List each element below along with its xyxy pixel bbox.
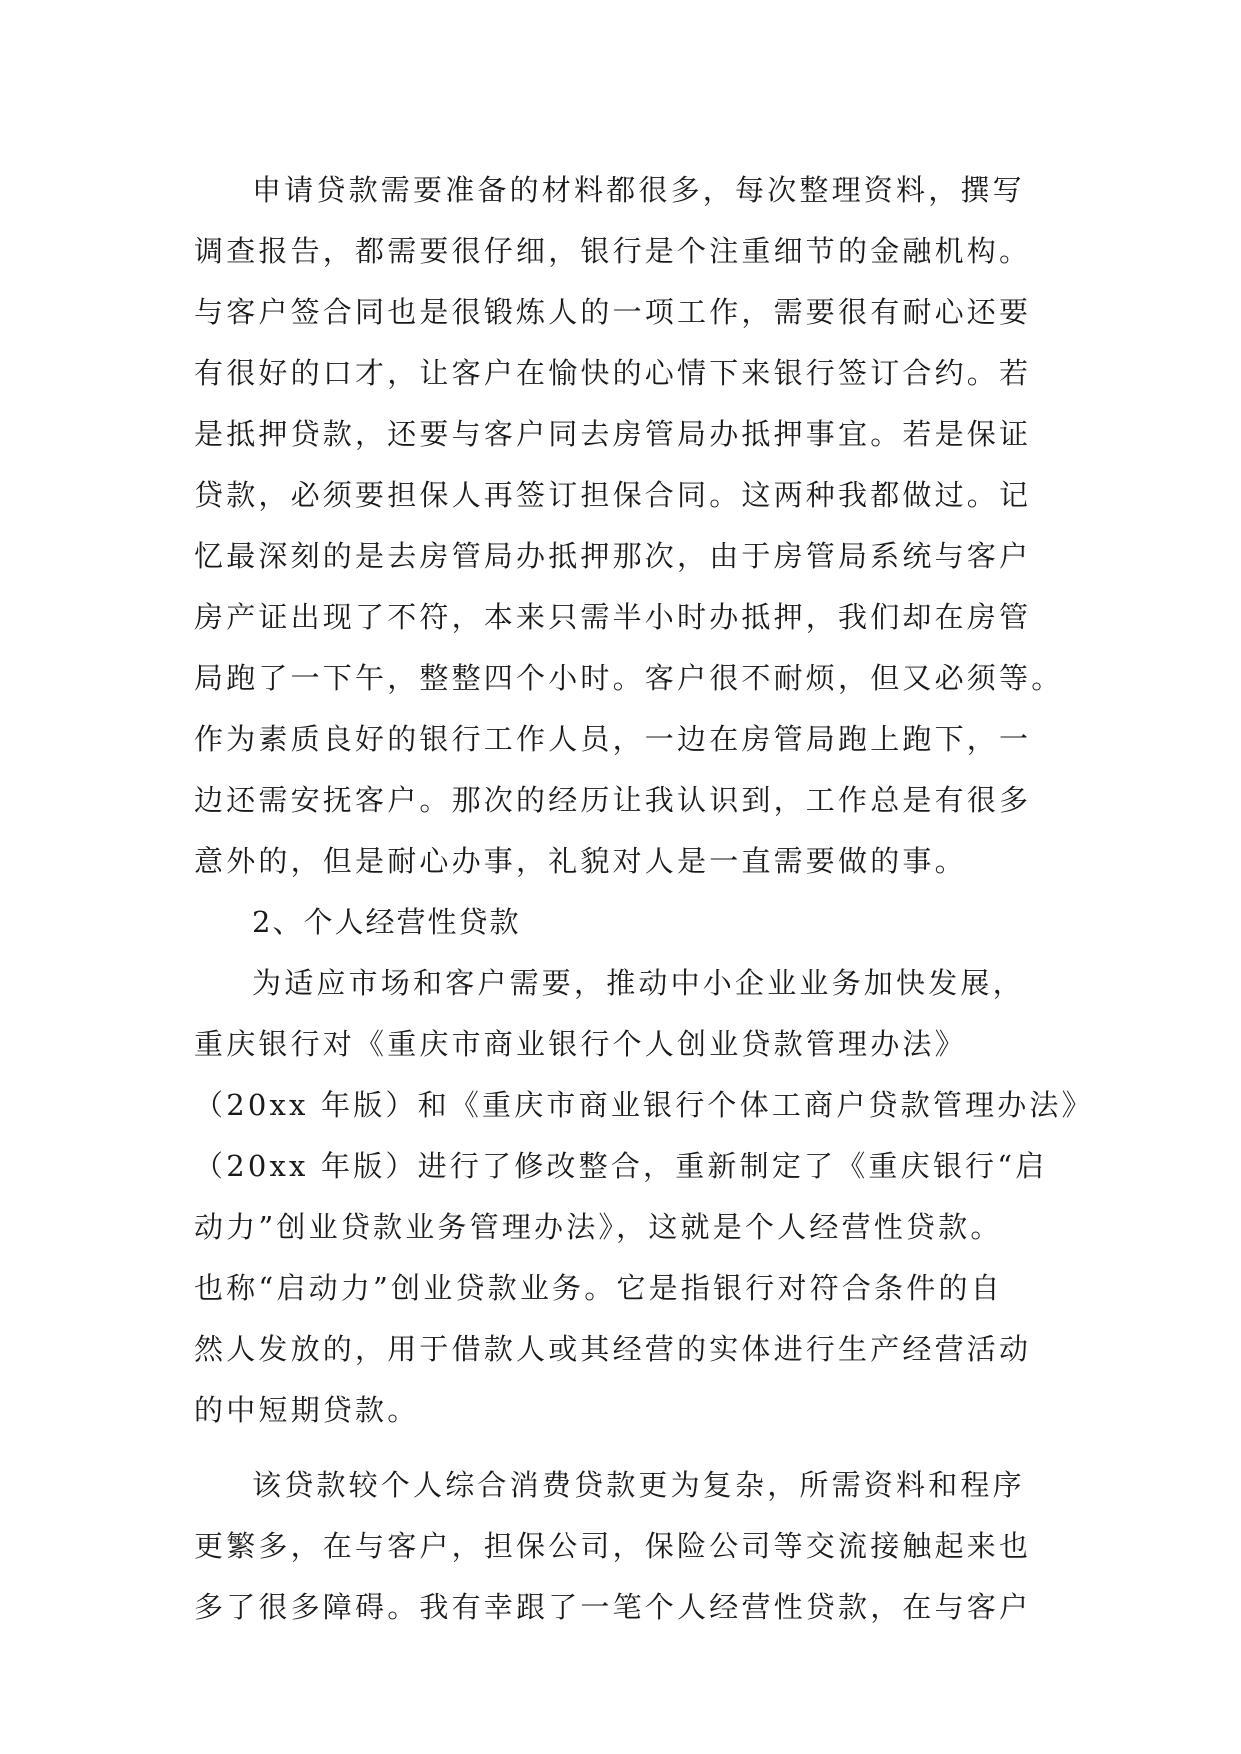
text-line: 重庆银行对《重庆市商业银行个人创业贷款管理办法》	[194, 1027, 967, 1061]
document-body	[194, 160, 1094, 1638]
text-line: 然人发放的，用于借款人或其经营的实体进行生产经营活动	[194, 1332, 1032, 1366]
text-line: 调查报告，都需要很仔细，银行是个注重细节的金融机构。	[194, 234, 1032, 268]
section-heading: 2、个人经营性贷款	[252, 905, 521, 939]
text-line: 多了很多障碍。我有幸跟了一笔个人经营性贷款，在与客户	[194, 1590, 1032, 1624]
text-line: 是抵押贷款，还要与客户同去房管局办抵押事宜。若是保证	[194, 417, 1032, 451]
text-line: 为适应市场和客户需要，推动中小企业业务加快发展，	[252, 966, 1025, 1000]
paragraph-loan-materials	[194, 160, 1074, 892]
text-line: 更繁多，在与客户，担保公司，保险公司等交流接触起来也	[194, 1529, 1032, 1563]
text-line: 贷款，必须要担保人再签订担保合同。这两种我都做过。记	[194, 478, 1032, 512]
text-line: 边还需安抚客户。那次的经历让我认识到，工作总是有很多	[194, 783, 1032, 817]
text-line: 有很好的口才，让客户在愉快的心情下来银行签订合约。若	[194, 356, 1032, 390]
paragraph-spacer	[194, 1441, 1074, 1455]
text-line: 的中短期贷款。	[194, 1393, 420, 1427]
paragraph-loan-complexity	[194, 1455, 1074, 1638]
text-line: 作为素质良好的银行工作人员，一边在房管局跑上跑下，一	[194, 722, 1032, 756]
text-line: 忆最深刻的是去房管局办抵押那次，由于房管局系统与客户	[194, 539, 1032, 573]
text-line: 房产证出现了不符，本来只需半小时办抵押，我们却在房管	[194, 600, 1032, 634]
text-line: 该贷款较个人综合消费贷款更为复杂，所需资料和程序	[252, 1468, 1025, 1502]
paragraph-business-loan	[194, 953, 1094, 1441]
text-line: 与客户签合同也是很锻炼人的一项工作，需要很有耐心还要	[194, 295, 1032, 329]
text-line: 申请贷款需要准备的材料都很多，每次整理资料，撰写	[252, 173, 1025, 207]
text-line: （20xx 年版）进行了修改整合，重新制定了《重庆银行“启	[194, 1149, 1048, 1183]
text-line: 也称“启动力”创业贷款业务。它是指银行对符合条件的自	[194, 1271, 1003, 1305]
text-line: 局跑了一下午，整整四个小时。客户很不耐烦，但又必须等。	[194, 661, 1064, 695]
text-line: 意外的，但是耐心办事，礼貌对人是一直需要做的事。	[194, 844, 967, 878]
text-line: 动力”创业贷款业务管理办法》，这就是个人经营性贷款。	[194, 1210, 1003, 1244]
text-line: （20xx 年版）和《重庆市商业银行个体工商户贷款管理办法》	[194, 1088, 1094, 1122]
